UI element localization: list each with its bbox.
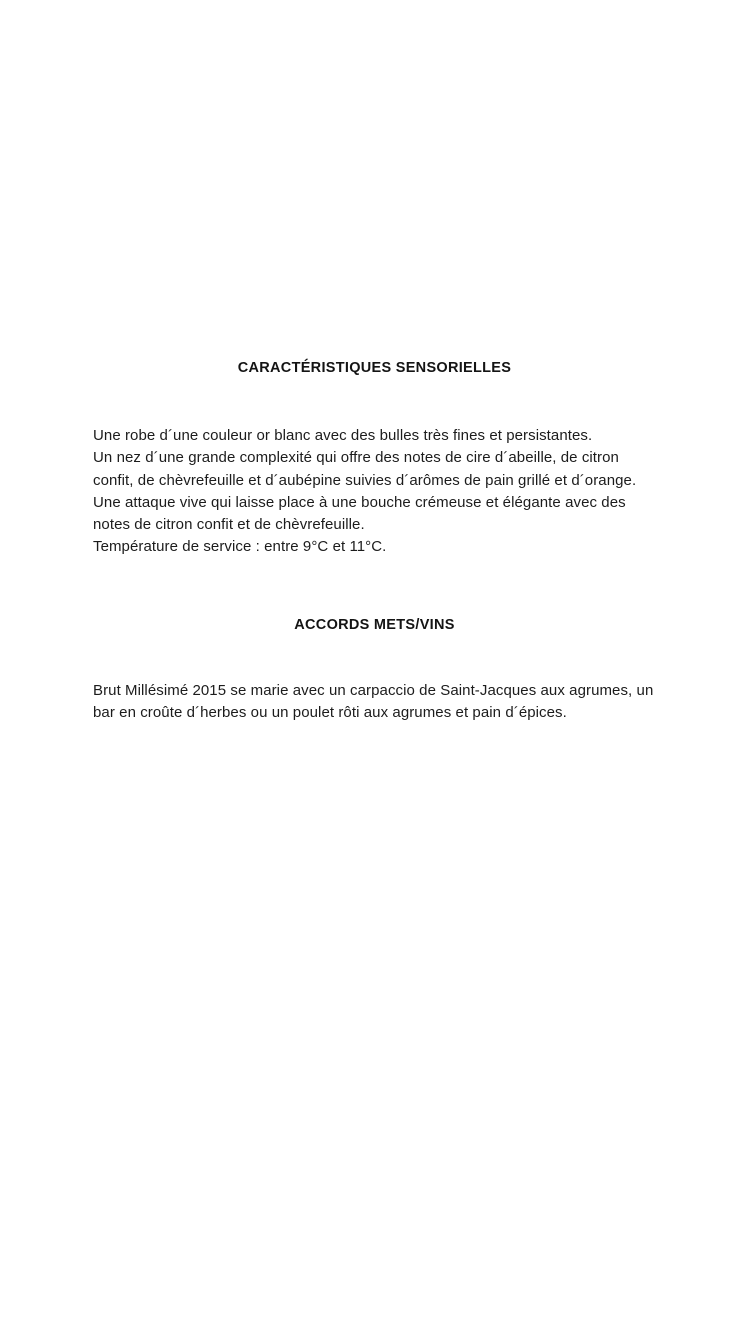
- paragraph-sensory-2: Un nez d´une grande complexité qui offre des notes de cire d´abeille, de citron confit, de chèvrefeuille et d´aubépine suivies d´arômes de pain grillé et d´orange.: [93, 449, 637, 489]
- paragraph-sensory-1: Une robe d´une couleur or blanc avec des bulles très fines et persistantes.: [93, 427, 593, 444]
- section-food-wine-pairing: [93, 617, 656, 725]
- paragraph-pairing-1: Brut Millésimé 2015 se marie avec un carpaccio de Saint-Jacques aux agrumes, un bar en croûte d´herbes ou un poulet rôti aux agrumes et pain d´épices.: [93, 681, 654, 722]
- document-content: [93, 360, 656, 724]
- section-body-sensory: [93, 425, 656, 559]
- section-sensory-characteristics: [93, 360, 656, 559]
- section-body-pairing: [93, 680, 656, 725]
- section-title-pairing: ACCORDS METS/VINS: [294, 616, 455, 633]
- section-title-sensory: CARACTÉRISTIQUES SENSORIELLES: [237, 360, 512, 376]
- paragraph-sensory-3: Une attaque vive qui laisse place à une bouche crémeuse et élégante avec des notes de citron confit et de chèvrefeuille.: [93, 493, 626, 534]
- paragraph-sensory-4: Température de service : entre 9°C et 11°C.: [93, 538, 387, 556]
